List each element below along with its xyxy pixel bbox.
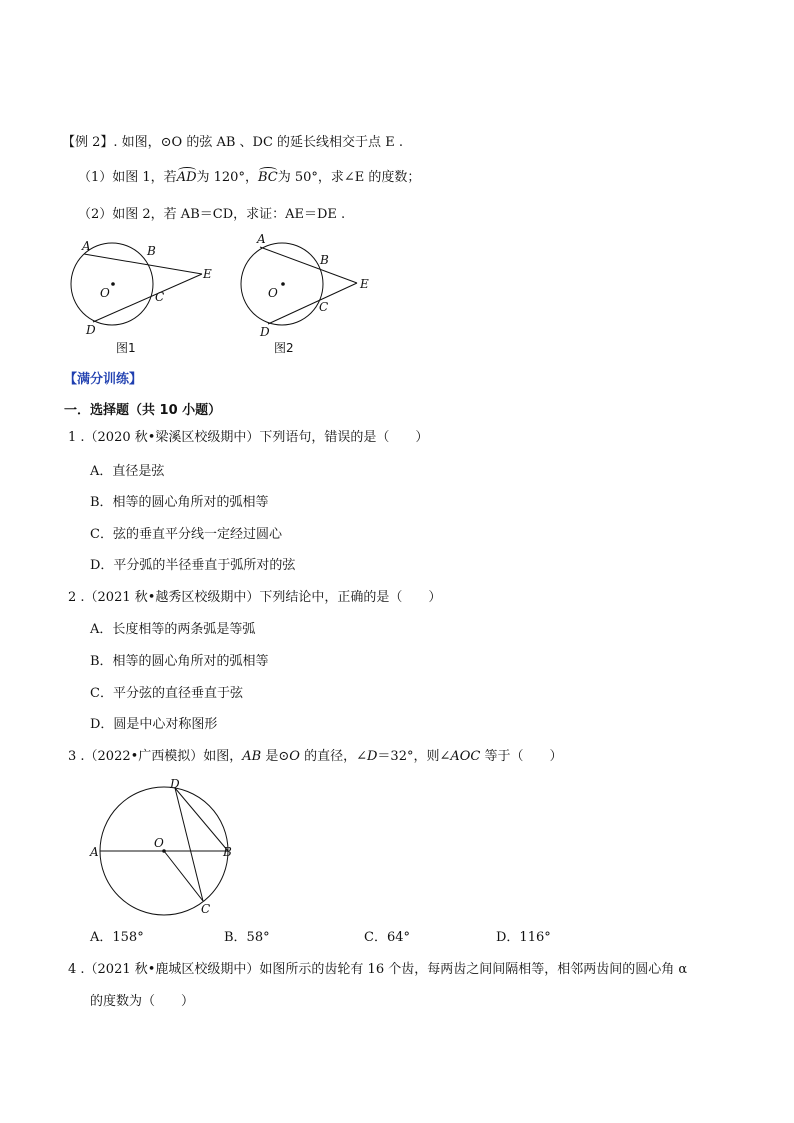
question-1-stem: 1 .（2020 秋•梁溪区校级期中）下列语句，错误的是（ ） bbox=[68, 430, 429, 445]
fig1-label-a: A bbox=[82, 239, 91, 253]
training-title: 【满分训练】 bbox=[64, 372, 143, 387]
example-part2: （2）如图 2，若 AB＝CD，求证：AE＝DE . bbox=[78, 207, 346, 222]
q3-option-d: D．116° bbox=[496, 930, 551, 945]
figure-2 bbox=[232, 228, 392, 358]
arc-ad: AD bbox=[176, 170, 197, 185]
q2-option-a: A．长度相等的两条弧是等弧 bbox=[90, 622, 256, 637]
part1-suffix: 为 50°，求∠E 的度数； bbox=[277, 170, 421, 185]
q3-mid2: 的直径，∠ bbox=[299, 749, 367, 764]
fig2-label-d: D bbox=[260, 325, 270, 339]
category-title: 一．选择题（共 10 小题） bbox=[64, 403, 222, 418]
part1-prefix: （1）如图 1，若 bbox=[78, 170, 177, 185]
q1-option-b: B．相等的圆心角所对的弧相等 bbox=[90, 495, 269, 510]
part1-mid: 为 120°， bbox=[196, 170, 258, 185]
q3-option-c: C．64° bbox=[364, 930, 410, 945]
fig1-label-b: B bbox=[147, 244, 156, 258]
figure-3 bbox=[85, 775, 245, 920]
fig1-label-c: C bbox=[155, 290, 165, 304]
fig3-label-c: C bbox=[201, 902, 211, 916]
question-3-stem bbox=[68, 749, 563, 765]
fig2-label-a: A bbox=[257, 232, 266, 246]
fig3-label-b: B bbox=[223, 845, 232, 859]
fig2-label-o: O bbox=[268, 286, 278, 300]
question-4-stem: 4 .（2021 秋•鹿城区校级期中）如图所示的齿轮有 16 个齿，每两齿之间间隔相等，相邻两齿间的圆心角 α bbox=[68, 962, 688, 977]
q1-option-c: C．弦的垂直平分线一定经过圆心 bbox=[90, 527, 282, 542]
q3-o: O bbox=[289, 749, 300, 764]
example-header: 【例 2】. 如图，⊙O 的弦 AB 、DC 的延长线相交于点 E . bbox=[62, 135, 403, 150]
q2-option-d: D．圆是中心对称图形 bbox=[90, 717, 218, 732]
arc-bc: BC bbox=[257, 170, 278, 185]
q3-option-b: B．58° bbox=[224, 930, 270, 945]
figure-1 bbox=[62, 228, 232, 358]
q3-mid1: 是⊙ bbox=[261, 749, 290, 764]
fig2-label-e: E bbox=[360, 277, 369, 291]
q2-option-b: B．相等的圆心角所对的弧相等 bbox=[90, 654, 269, 669]
fig3-label-a: A bbox=[90, 845, 99, 859]
q2-option-c: C．平分弦的直径垂直于弦 bbox=[90, 686, 243, 701]
q3-ab: AB bbox=[242, 749, 262, 764]
question-2-stem: 2 .（2021 秋•越秀区校级期中）下列结论中，正确的是（ ） bbox=[68, 590, 442, 605]
q3-option-a: A．158° bbox=[90, 930, 144, 945]
fig2-label-c: C bbox=[319, 300, 329, 314]
fig3-label-d: D bbox=[170, 777, 180, 791]
q3-mid3: ＝32°，则∠ bbox=[377, 749, 451, 764]
fig3-label-o: O bbox=[154, 836, 164, 850]
fig1-label-d: D bbox=[86, 323, 96, 337]
q1-option-d: D．平分弧的半径垂直于弧所对的弦 bbox=[90, 558, 296, 573]
fig1-label-e: E bbox=[203, 267, 212, 281]
fig2-label-b: B bbox=[320, 253, 329, 267]
fig1-label-o: O bbox=[100, 286, 110, 300]
q3-aoc: AOC bbox=[450, 749, 481, 764]
q3-d: D bbox=[366, 749, 378, 764]
fig2-caption: 图2 bbox=[274, 341, 294, 355]
q3-prefix: 3 .（2022•广西模拟）如图， bbox=[68, 749, 243, 764]
q3-suffix: 等于（ ） bbox=[480, 749, 563, 764]
fig1-caption: 图1 bbox=[116, 341, 136, 355]
question-4-stem-cont: 的度数为（ ） bbox=[90, 994, 195, 1009]
q1-option-a: A．直径是弦 bbox=[90, 464, 165, 479]
example-part1 bbox=[78, 170, 420, 186]
